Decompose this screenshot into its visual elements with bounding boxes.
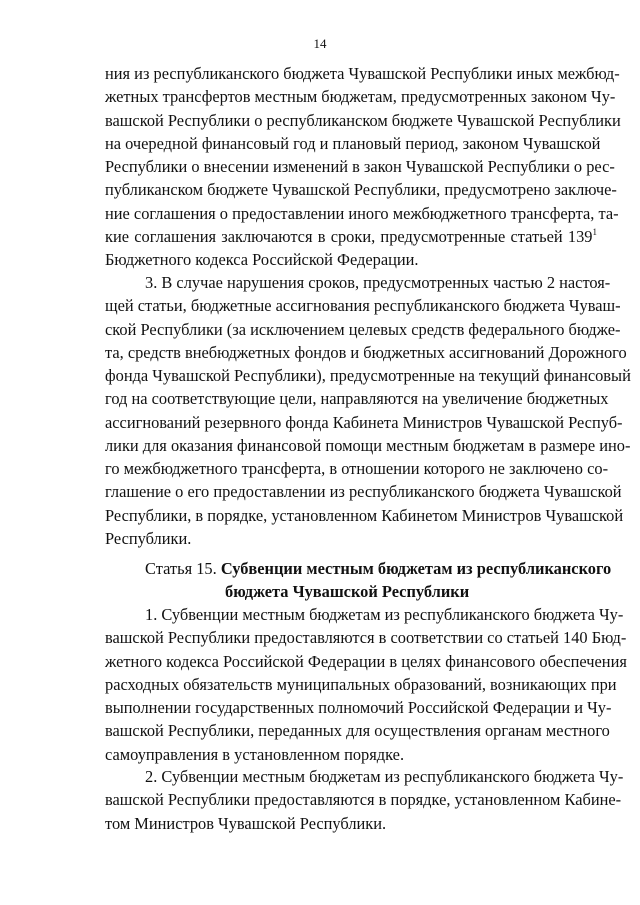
- text-line: Бюджетного кодекса Российской Федерации.: [105, 250, 419, 269]
- text-line: вашской Республики предоставляются в соответствии со статьей 140 Бюд-: [105, 628, 627, 648]
- text-line: [105, 225, 597, 248]
- text-line: ассигнований резервного фонда Кабинета Министров Чувашской Респуб-: [105, 412, 623, 432]
- article-reference-superscript: 1: [592, 226, 597, 237]
- text-line: выполнении государственных полномочий Российской Федерации и Чу-: [105, 698, 612, 717]
- text-line: публиканском бюджете Чувашской Республики, предусмотрено заключе-: [105, 180, 617, 200]
- text-line: вашской Республики предоставляются в порядке, установленном Кабине-: [105, 790, 622, 810]
- article-15-heading: [145, 557, 612, 604]
- text-line: 2. Субвенции местным бюджетам из республиканского бюджета Чу-: [145, 767, 624, 786]
- text-line: Республики, в порядке, установленном Кабинетом Министров Чувашской: [105, 505, 624, 525]
- text-line: расходных обязательств муниципальных образований, возникающих при: [105, 674, 617, 694]
- text-line: ния из республиканского бюджета Чувашской Республики иных межбюд-: [105, 64, 620, 83]
- article-15-paragraph-1: [105, 603, 627, 766]
- article-heading-line: [145, 557, 612, 580]
- text-line: Республики о внесении изменений в закон Чувашской Республики о рес-: [105, 157, 615, 176]
- text-line: вашской Республики о республиканском бюджете Чувашской Республики: [105, 110, 621, 130]
- text-line: щей статьи, бюджетные ассигнования республиканского бюджета Чуваш-: [105, 296, 621, 316]
- text-line: 3. В случае нарушения сроков, предусмотренных частью 2 настоя-: [145, 273, 611, 292]
- text-line: самоуправления в установленном порядке.: [105, 744, 405, 764]
- article-15-paragraph-2: [105, 765, 624, 835]
- article-title-continuation: бюджета Чувашской Республики: [225, 582, 470, 602]
- text-line: год на соответствующие цели, направляются на увеличение бюджетных: [105, 389, 609, 409]
- continuation-paragraph: [105, 62, 621, 271]
- text-line: жетных трансфертов местным бюджетам, предусмотренных законом Чу-: [105, 87, 616, 107]
- page-number: 14: [313, 36, 327, 51]
- text-line: жетного кодекса Российской Федерации в целях финансового обеспечения: [105, 651, 627, 671]
- text-line: ской Республики (за исключением целевых средств федерального бюдже-: [105, 319, 621, 339]
- article-title: Субвенции местным бюджетам из республиканского: [220, 559, 612, 578]
- text-line: лики для оказания финансовой помощи местным бюджетам в размере ино-: [105, 435, 631, 455]
- article-label: Статья 15.: [145, 559, 217, 578]
- text-line: 1. Субвенции местным бюджетам из республиканского бюджета Чу-: [145, 605, 624, 624]
- text-line: вашской Республики, переданных для осуществления органам местного: [105, 721, 610, 741]
- text-line-content: кие соглашения заключаются в сроки, предусмотренные статьей 139: [105, 226, 593, 246]
- text-line: Республики.: [105, 528, 192, 548]
- text-line: та, средств внебюджетных фондов и бюджетных ассигнований Дорожного: [105, 342, 627, 362]
- text-line: том Министров Чувашской Республики.: [105, 813, 387, 833]
- paragraph-3: [105, 271, 631, 550]
- text-line: глашение о его предоставлении из республиканского бюджета Чувашской: [105, 482, 622, 502]
- text-line: го межбюджетного трансферта, в отношении которого не заключено со-: [105, 459, 609, 478]
- text-line: ние соглашения о предоставлении иного межбюджетного трансферта, та-: [105, 203, 619, 223]
- text-line: на очередной финансовый год и плановый период, законом Чувашской: [105, 133, 601, 153]
- text-line: фонда Чувашской Республики), предусмотренные на текущий финансовый: [105, 366, 631, 385]
